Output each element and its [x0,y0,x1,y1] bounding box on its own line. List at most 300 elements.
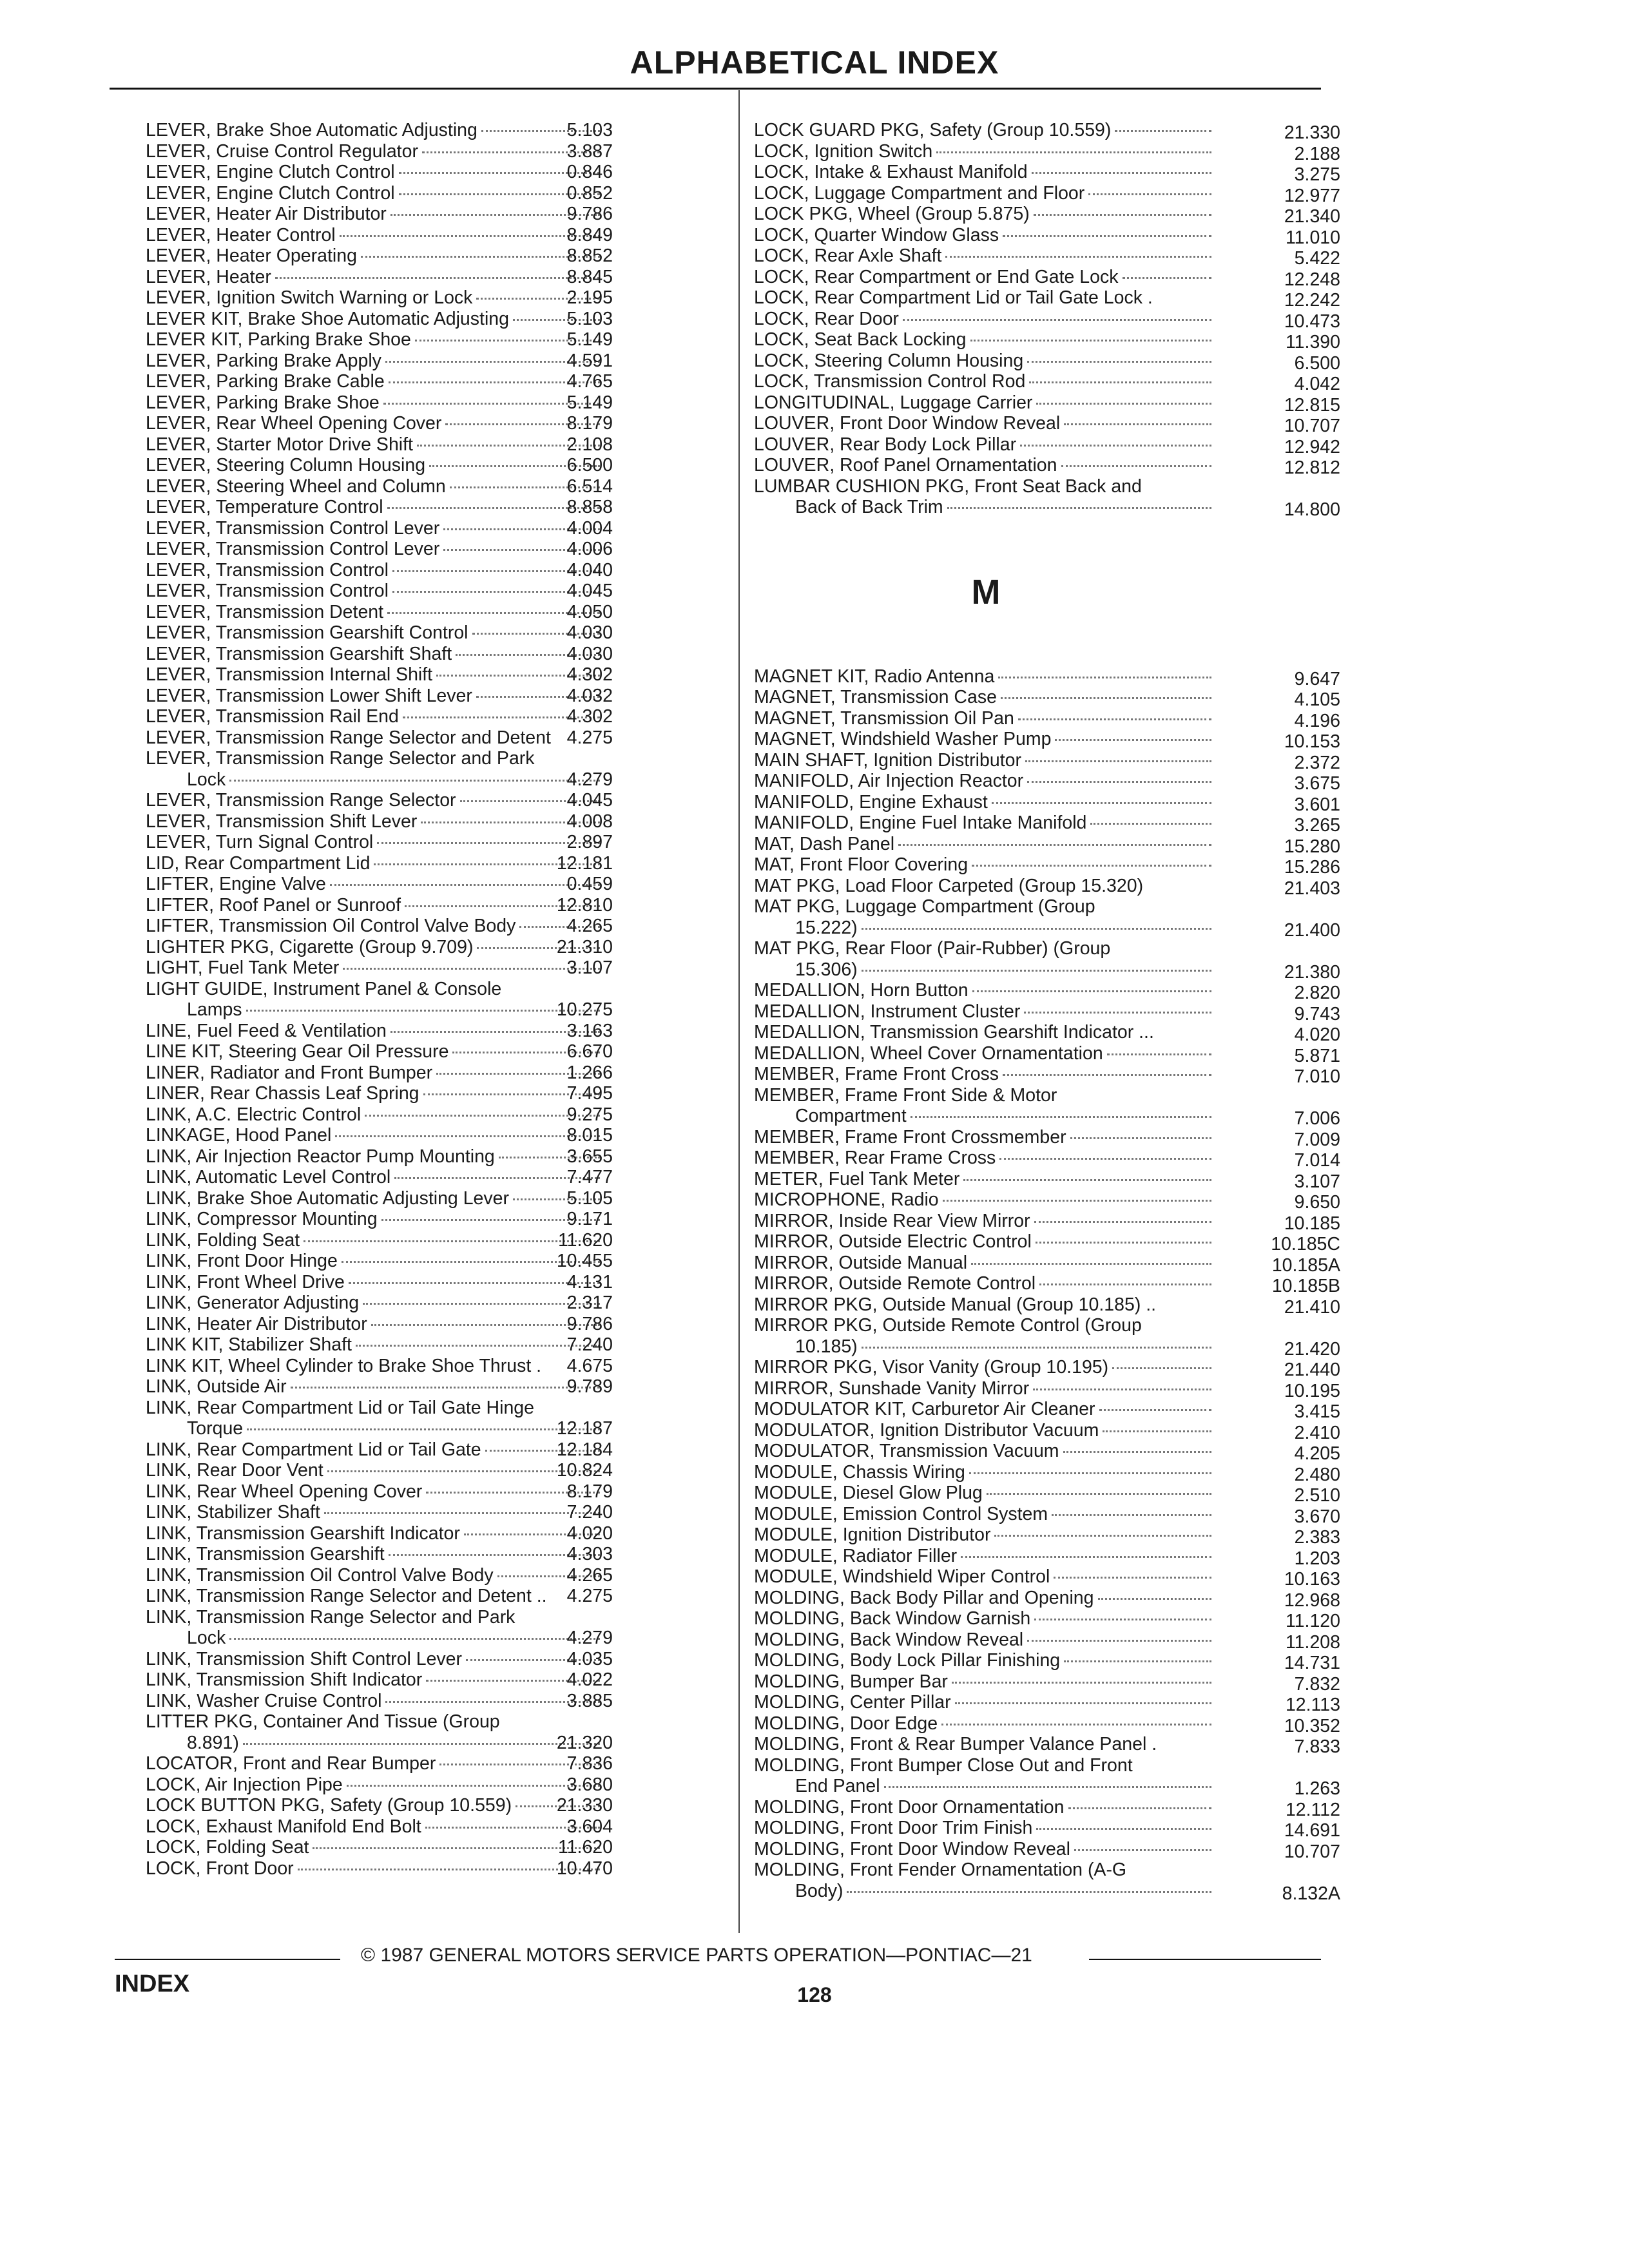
entry-label: LEVER, Heater [146,266,271,287]
leader-dots [1054,1577,1211,1579]
index-entry [146,664,613,686]
index-entry [146,811,613,832]
index-entry [754,1315,1340,1360]
index-entry [146,1753,613,1774]
entry-label: MAT, Dash Panel [754,833,895,854]
entry-reference: 4.032 [566,685,613,706]
leader-dots [947,507,1211,509]
entry-label: MOLDING, Front Bumper Close Out and Front [754,1754,1133,1776]
index-entry [146,162,613,183]
index-entry [146,1774,613,1796]
entry-label: MIRROR, Outside Electric Control [754,1231,1032,1252]
leader-dots [1024,1012,1211,1014]
index-entry [754,1084,1340,1129]
entry-label-continuation: Compartment [795,1106,907,1126]
entry-reference: 11.120 [1285,1611,1340,1631]
index-entry [754,1629,1340,1653]
entry-reference: 4.279 [566,769,613,790]
index-entry [146,434,613,456]
entry-label: MAGNET, Transmission Oil Pan [754,707,1014,729]
entry-reference: 3.265 [1294,815,1340,836]
section-letter-m: M [971,572,1001,611]
entry-reference: 15.280 [1284,836,1340,857]
entry-label: MEMBER, Frame Front Side & Motor [754,1084,1057,1106]
entry-label: MIRROR, Inside Rear View Mirror [754,1210,1030,1231]
entry-reference: 4.006 [566,539,613,559]
index-entry [754,1189,1340,1213]
entry-reference: 5.149 [566,392,613,413]
index-entry [146,1293,613,1314]
entry-label: LINER, Radiator and Front Bumper [146,1062,433,1083]
entry-reference: 4.040 [566,559,613,581]
entry-reference: 3.675 [1294,773,1340,794]
leader-dots [1074,1849,1211,1851]
entry-label: MICROPHONE, Radio [754,1189,939,1210]
entry-reference: 7.014 [1294,1150,1340,1171]
entry-reference: 4.045 [566,790,613,811]
entry-label: MAT PKG, Load Floor Carpeted (Group 15.320) [754,875,1144,896]
entry-reference: 3.275 [1294,164,1340,185]
index-entry [754,980,1340,1003]
entry-reference: 4.196 [1294,710,1340,731]
entry-label: MAT, Front Floor Covering [754,854,969,875]
index-entry [754,1148,1340,1171]
right-column [754,120,1347,1904]
entry-label: LEVER, Transmission Rail End [146,706,399,727]
index-entry [146,1669,613,1691]
entry-reference: 3.655 [566,1146,613,1167]
entry-reference: 2.510 [1294,1485,1340,1506]
index-entry [146,413,613,434]
leader-dots [1068,1807,1212,1809]
entry-label: MODULATOR KIT, Carburetor Air Cleaner [754,1399,1095,1419]
entry-reference: 10.455 [556,1251,613,1271]
index-entry [754,1294,1340,1318]
entry-reference: 4.205 [1294,1443,1340,1464]
entry-reference: 7.833 [1294,1736,1340,1757]
entry-reference: 2.820 [1294,983,1340,1003]
index-entry [754,875,1340,899]
entry-label: MIRROR, Sunshade Vanity Mirror [754,1378,1030,1399]
entry-label: LOCK, Air Injection Pipe [146,1774,343,1795]
index-entry [146,706,613,727]
leader-dots [1036,1242,1211,1244]
index-entry [754,1838,1340,1862]
entry-label: METER, Fuel Tank Meter [754,1168,960,1189]
index-entry [146,1481,613,1503]
entry-reference: 14.800 [1284,499,1340,520]
index-entry [754,224,1340,248]
entry-label: MOLDING, Door Edge [754,1713,938,1734]
entry-reference: 4.275 [566,727,613,748]
index-entry [146,1104,613,1126]
index-entry [146,1690,613,1712]
index-entry [146,978,613,1021]
entry-label: LEVER KIT, Parking Brake Shoe [146,329,411,350]
entry-reference: 2.480 [1294,1464,1340,1485]
entry-label: LEVER, Heater Operating [146,245,357,266]
index-entry [754,1168,1340,1192]
entry-reference: 2.195 [566,287,613,308]
entry-label: LIGHT, Fuel Tank Meter [146,957,340,978]
index-entry [754,729,1340,752]
index-entry [146,350,613,372]
entry-label: MODULE, Ignition Distributor [754,1524,991,1545]
entry-reference: 4.004 [566,517,613,539]
index-entry [146,727,613,749]
index-entry [146,790,613,811]
entry-reference: 5.105 [566,1187,613,1209]
leader-dots [1055,739,1211,741]
entry-reference: 4.765 [566,371,613,392]
index-entry [754,1064,1340,1087]
entry-label-continuation: Lock [187,769,226,790]
entry-reference: 7.240 [566,1334,613,1355]
entry-reference: 21.420 [1284,1338,1340,1360]
entry-label: LEVER, Parking Brake Shoe [146,392,380,413]
index-entry [146,1858,613,1879]
entry-reference: 9.275 [566,1104,613,1125]
entry-label: LIGHTER PKG, Cigarette (Group 9.709) [146,936,474,957]
leader-dots [1027,1640,1211,1642]
entry-label: LID, Rear Compartment Lid [146,852,371,874]
entry-reference: 10.153 [1284,731,1340,752]
entry-label: MOLDING, Center Pillar [754,1692,951,1713]
entry-label: LITTER PKG, Container And Tissue (Group [146,1711,500,1732]
entry-label: LINER, Rear Chassis Leaf Spring [146,1083,419,1104]
index-entry [754,791,1340,815]
entry-label: LOCK, Folding Seat [146,1837,309,1858]
entry-label: LOCK, Ignition Switch [754,140,933,162]
index-entry [754,1273,1340,1296]
index-entry [754,1399,1340,1422]
index-entry [146,1795,613,1816]
entry-reference: 8.015 [566,1125,613,1146]
index-entry [146,224,613,246]
index-entry [146,204,613,225]
entry-label: LIGHT GUIDE, Instrument Panel & Console [146,978,502,999]
entry-reference: 4.020 [1294,1024,1340,1045]
entry-reference: 10.163 [1284,1569,1340,1590]
leader-dots [903,319,1211,321]
entry-reference: 4.030 [566,622,613,643]
entry-reference: 14.691 [1284,1820,1340,1841]
leader-dots [1088,193,1211,195]
index-entry [754,1734,1340,1757]
entry-label: MOLDING, Back Window Reveal [754,1629,1024,1650]
entry-reference: 12.181 [556,852,613,874]
entry-label: LINK, Transmission Range Selector and Detent .. [146,1586,547,1606]
index-entry [146,748,613,790]
entry-reference: 4.042 [1294,374,1340,394]
index-entry [754,1022,1340,1045]
entry-label: MANIFOLD, Engine Fuel Intake Manifold [754,812,1087,833]
entry-reference: 4.008 [566,811,613,832]
index-entry [754,1357,1340,1380]
index-entry [754,1483,1340,1506]
leader-dots [1112,1367,1211,1369]
entry-reference: 2.188 [1294,143,1340,164]
entry-label: LEVER, Starter Motor Drive Shift [146,434,413,455]
index-entry [146,1020,613,1042]
leader-dots [1027,781,1211,783]
entry-label-continuation: 15.306) [795,959,858,980]
index-entry [754,1818,1340,1841]
entry-label: MOLDING, Back Body Pillar and Opening [754,1587,1094,1608]
entry-reference: 3.107 [1294,1171,1340,1192]
entry-reference: 14.731 [1284,1653,1340,1673]
entry-label: LEVER, Turn Signal Control [146,832,374,852]
entry-label: LEVER, Transmission Range Selector and Detent [146,727,551,748]
entry-reference: 21.380 [1284,961,1340,983]
entry-label: LEVER, Transmission Control [146,559,389,581]
entry-label: MIRROR, Outside Manual [754,1252,968,1273]
entry-label: LEVER, Parking Brake Cable [146,371,385,392]
entry-label: LINKAGE, Hood Panel [146,1125,332,1146]
entry-label: LINK, Compressor Mounting [146,1209,378,1229]
leader-dots [884,1786,1211,1788]
entry-label: LINK, Rear Door Vent [146,1460,323,1481]
entry-reference: 4.302 [566,706,613,727]
index-entry [754,1650,1340,1673]
index-entry [146,559,613,581]
entry-reference: 3.601 [1294,794,1340,815]
entry-reference: 4.131 [566,1271,613,1293]
entry-reference: 11.390 [1285,332,1340,352]
index-entry [754,1001,1340,1024]
leader-dots [972,990,1211,992]
entry-label: MAGNET KIT, Radio Antenna [754,666,995,687]
leader-dots [1036,403,1211,405]
entry-label: MEMBER, Rear Frame Cross [754,1148,996,1168]
index-entry [754,1692,1340,1715]
leader-dots [1032,172,1211,174]
index-entry [754,245,1340,269]
entry-label: MODULE, Radiator Filler [754,1545,958,1566]
leader-dots [1033,1389,1211,1390]
entry-label: LUMBAR CUSHION PKG, Front Seat Back and [754,476,1142,497]
leader-dots [936,151,1211,153]
leader-dots [862,928,1211,930]
entry-reference: 9.786 [566,204,613,224]
entry-label: LEVER, Ignition Switch Warning or Lock [146,287,473,308]
leader-dots [1003,1074,1211,1076]
entry-label: MODULE, Windshield Wiper Control [754,1566,1050,1587]
entry-reference: 3.604 [566,1816,613,1837]
entry-reference: 21.330 [556,1795,613,1816]
entry-label: LOCK, Intake & Exhaust Manifold [754,162,1028,182]
entry-reference: 10.824 [556,1460,613,1481]
index-entry [754,476,1340,520]
entry-reference: 0.459 [566,874,613,894]
entry-label: LEVER, Rear Wheel Opening Cover [146,413,442,434]
entry-reference: 10.185A [1271,1254,1340,1276]
entry-reference: 9.650 [1294,1192,1340,1213]
entry-label: MODULE, Chassis Wiring [754,1461,965,1483]
entry-reference: 12.242 [1284,290,1340,311]
entry-reference: 4.030 [566,643,613,664]
leader-dots [1018,718,1211,720]
index-entry [146,455,613,476]
entry-reference: 8.132A [1282,1883,1340,1904]
entry-reference: 9.171 [566,1209,613,1229]
entry-label: MEDALLION, Horn Button [754,980,969,1001]
index-entry [146,497,613,518]
entry-label: LEVER, Transmission Control Lever [146,517,440,539]
leader-dots [1061,465,1212,467]
entry-reference: 12.968 [1284,1590,1340,1611]
index-entry [754,1566,1340,1590]
index-entry [754,329,1340,352]
index-entry [754,1210,1340,1234]
entry-label: LOCATOR, Front and Rear Bumper [146,1753,436,1774]
entry-reference: 12.815 [1284,394,1340,416]
entry-label: LONGITUDINAL, Luggage Carrier [754,392,1033,413]
index-entry [146,1083,613,1104]
index-entry [754,392,1340,416]
index-entry [754,350,1340,374]
index-entry [754,812,1340,836]
index-entry [754,666,1340,689]
entry-reference: 8.852 [566,245,613,266]
index-entry [146,1586,613,1607]
entry-label: LINK, Transmission Gearshift Indicator [146,1523,460,1544]
index-entry [754,1754,1340,1799]
entry-label: LINK, Heater Air Distributor [146,1313,367,1334]
entry-reference: 9.789 [566,1376,613,1397]
entry-reference: 10.185 [1284,1213,1340,1234]
entry-reference: 12.184 [556,1439,613,1460]
entry-label: MOLDING, Body Lock Pillar Finishing [754,1650,1061,1671]
entry-reference: 3.680 [566,1774,613,1795]
index-entry [146,266,613,288]
index-entry [754,120,1340,143]
entry-label: LINK KIT, Wheel Cylinder to Brake Shoe Thrust . [146,1355,542,1376]
leader-dots [963,1179,1211,1181]
leader-dots [847,1891,1211,1893]
leader-dots [994,1535,1211,1537]
entry-reference: 8.858 [566,497,613,517]
entry-reference: 5.103 [566,120,613,140]
entry-reference: 12.810 [556,894,613,916]
entry-reference: 3.885 [566,1690,613,1711]
entry-reference: 6.500 [1294,352,1340,374]
leader-dots [1025,760,1211,762]
leader-dots [955,1702,1211,1704]
entry-label: LEVER, Brake Shoe Automatic Adjusting [146,120,477,140]
index-entry [146,957,613,979]
entry-label: MOLDING, Front Door Trim Finish [754,1818,1033,1838]
leader-dots [972,865,1211,867]
leader-dots [1003,235,1211,237]
index-entry [146,1397,613,1439]
index-entry [754,771,1340,794]
entry-label: LEVER, Transmission Gearshift Shaft [146,643,452,664]
index-entry [146,894,613,916]
index-entry [754,1587,1340,1611]
index-entry [146,539,613,560]
leader-dots [1090,823,1211,825]
entry-reference: 11.620 [557,1837,613,1858]
leader-dots [999,1158,1211,1160]
index-entry [146,517,613,539]
entry-reference: 2.108 [566,434,613,455]
entry-reference: 0.846 [566,162,613,182]
index-entry [146,1229,613,1251]
entry-reference: 21.403 [1284,878,1340,899]
index-entry [754,287,1340,311]
index-entry [146,1460,613,1481]
index-entry [146,1816,613,1838]
index-entry [754,455,1340,478]
index-entry [146,1062,613,1084]
entry-reference: 7.240 [566,1502,613,1523]
entry-label: LOUVER, Front Door Window Reveal [754,413,1061,434]
entry-label: MOLDING, Front & Rear Bumper Valance Panel . [754,1734,1157,1754]
entry-label: LOCK GUARD PKG, Safety (Group 10.559) [754,120,1112,140]
entry-reference: 3.670 [1294,1506,1340,1527]
index-entry [146,852,613,874]
index-entry [754,749,1340,773]
entry-label: LINK, Outside Air [146,1376,287,1397]
entry-reference: 8.179 [566,1481,613,1502]
entry-reference: 21.330 [1284,122,1340,143]
index-entry [754,1378,1340,1401]
index-entry [146,1711,613,1753]
index-entry [146,1271,613,1293]
right-column-l-entries [754,120,1347,518]
entry-label: MOLDING, Front Door Window Reveal [754,1838,1070,1860]
leader-dots [1020,445,1211,447]
leader-dots [1070,1137,1211,1139]
entry-reference: 10.707 [1284,416,1340,436]
index-entry [754,182,1340,206]
leader-dots [1001,697,1211,699]
entry-reference: 12.187 [556,1418,613,1439]
entry-reference: 4.591 [566,350,613,371]
leader-dots [961,1556,1211,1558]
leader-dots [862,970,1211,972]
index-entry [146,1146,613,1168]
index-entry [754,854,1340,878]
index-entry [146,1439,613,1461]
entry-reference: 3.163 [566,1020,613,1041]
entry-reference: 4.105 [1294,689,1340,710]
entry-label: MAIN SHAFT, Ignition Distributor [754,749,1021,771]
entry-label-continuation: 8.891) [187,1732,239,1753]
entry-reference: 21.310 [556,936,613,957]
entry-reference: 1.203 [1294,1548,1340,1569]
entry-reference: 7.477 [566,1167,613,1187]
entry-label: LOCK, Quarter Window Glass [754,224,999,245]
entry-label: MIRROR PKG, Outside Manual (Group 10.185) .. [754,1294,1157,1315]
entry-reference: 5.422 [1294,248,1340,269]
entry-label: MODULE, Emission Control System [754,1503,1048,1524]
leader-dots [1034,1619,1211,1620]
index-entry [754,707,1340,731]
footer-rule-left [115,1959,340,1960]
entry-label: MEDALLION, Transmission Gearshift Indicator ... [754,1022,1154,1043]
leader-dots [970,340,1211,341]
entry-label: LEVER, Parking Brake Apply [146,350,381,371]
entry-reference: 4.279 [566,1628,613,1648]
leader-dots [1052,1514,1211,1516]
entry-label-continuation: 10.185) [795,1336,858,1357]
leader-dots [1099,1409,1211,1411]
entry-label: LEVER, Engine Clutch Control [146,182,395,204]
entry-label: MAGNET, Windshield Washer Pump [754,729,1052,749]
index-entry [146,371,613,392]
